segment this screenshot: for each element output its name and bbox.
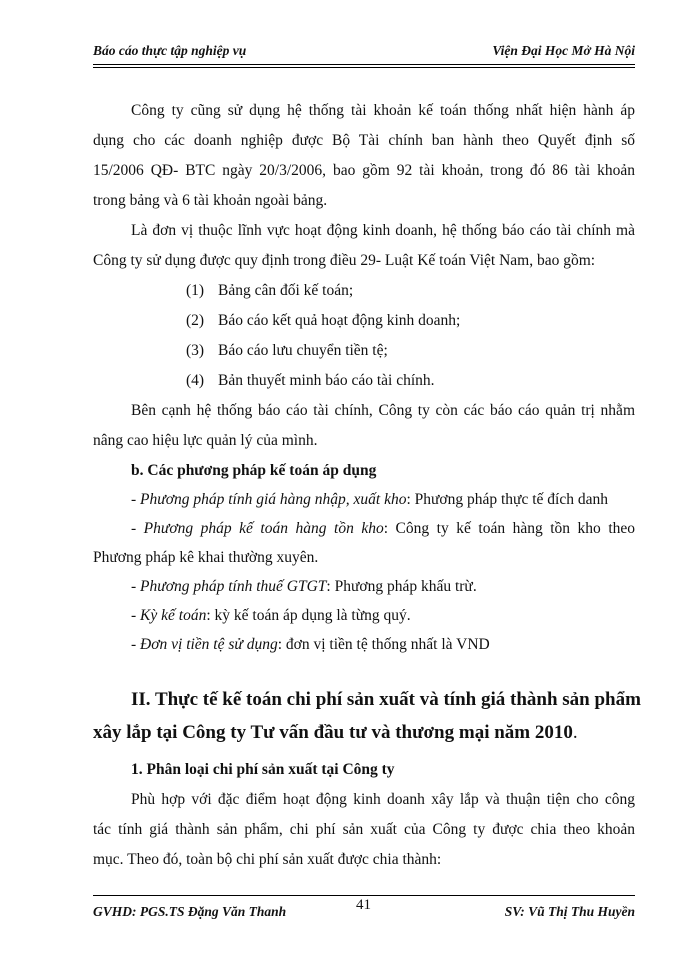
header-rule	[93, 64, 635, 65]
para3-line1: Bên cạnh hệ thống báo cáo tài chính, Công ty còn các báo cáo quản trị nhằm	[131, 402, 635, 419]
method-1-value: : Phương pháp thực tế đích danh	[406, 491, 608, 508]
method-3-value: : Phương pháp khấu trừ.	[326, 578, 477, 595]
subsection-1-title: 1. Phân loại chi phí sản xuất tại Công ty	[131, 761, 395, 778]
method-5	[131, 630, 490, 660]
list-item	[186, 276, 353, 306]
method-3	[131, 572, 477, 602]
list-item	[186, 306, 460, 336]
method-4-value: : kỳ kế toán áp dụng là từng quý.	[206, 607, 411, 624]
list-item-number: (1)	[186, 282, 205, 299]
para4-line1: Phù hợp với đặc điểm hoạt động kinh doanh xây lắp và thuận tiện cho công	[131, 791, 635, 808]
list-item	[186, 366, 435, 396]
header-rule-thin	[93, 67, 635, 68]
para4-line2: tác tính giá thành sản phẩm, chi phí sản xuất của Công ty được chia theo khoản	[93, 821, 635, 838]
list-item-text: Bản thuyết minh báo cáo tài chính.	[218, 372, 435, 389]
list-item-number: (3)	[186, 342, 205, 359]
method-1-label: - Phương pháp tính giá hàng nhập, xuất kho	[131, 491, 407, 508]
para1-line4: trong bảng và 6 tài khoản ngoài bảng.	[93, 192, 328, 209]
list-item-text: Báo cáo lưu chuyển tiền tệ;	[218, 342, 388, 359]
method-2-label: - Phương pháp kế toán hàng tồn kho	[131, 520, 384, 537]
section-ii-line2-text: xây lắp tại Công ty Tư vấn đầu tư và thương mại năm 2010	[93, 722, 573, 743]
method-2-continued: Phương pháp kê khai thường xuyên.	[93, 549, 319, 566]
method-4	[131, 601, 411, 631]
list-item	[186, 336, 388, 366]
para3-line2: nâng cao hiệu lực quản lý của mình.	[93, 432, 318, 449]
section-ii-line2	[93, 717, 578, 749]
method-2-value: : Công ty kế toán hàng tồn kho theo	[383, 520, 636, 537]
section-ii-line1: II. Thực tế kế toán chi phí sản xuất và tính giá thành sản phẩm	[131, 689, 641, 710]
header-left: Báo cáo thực tập nghiệp vụ	[93, 43, 247, 58]
method-4-label: - Kỳ kế toán	[131, 607, 207, 624]
footer-right: SV: Vũ Thị Thu Huyền	[504, 904, 635, 919]
para4-line3: mục. Theo đó, toàn bộ chi phí sản xuất được chia thành:	[93, 851, 442, 868]
para1-line2: dụng cho các doanh nghiệp được Bộ Tài chính ban hành theo Quyết định số	[93, 132, 635, 149]
header-right: Viện Đại Học Mở Hà Nội	[492, 43, 635, 58]
para2-line2: Công ty sử dụng được quy định trong điều 29- Luật Kế toán Việt Nam, bao gồm:	[93, 252, 596, 269]
para1-line1: Công ty cũng sử dụng hệ thống tài khoản kế toán thống nhất hiện hành áp	[131, 102, 635, 119]
footer-rule	[93, 895, 635, 896]
method-3-label: - Phương pháp tính thuế GTGT	[131, 578, 327, 595]
method-5-value: : đơn vị tiền tệ thống nhất là VND	[277, 636, 490, 653]
method-2	[131, 514, 635, 544]
page-number: 41	[356, 897, 371, 913]
list-item-number: (4)	[186, 372, 205, 389]
list-item-text: Báo cáo kết quả hoạt động kinh doanh;	[218, 312, 461, 329]
list-item-text: Bảng cân đối kế toán;	[218, 282, 354, 299]
para1-line3: 15/2006 QĐ- BTC ngày 20/3/2006, bao gồm 92 tài khoản, trong đó 86 tài khoản	[93, 162, 635, 179]
method-5-label: - Đơn vị tiền tệ sử dụng	[131, 636, 278, 653]
footer-left: GVHD: PGS.TS Đặng Văn Thanh	[93, 904, 287, 919]
method-1	[131, 485, 608, 515]
section-ii-line2-end: .	[572, 722, 578, 743]
para2-line1: Là đơn vị thuộc lĩnh vực hoạt động kinh doanh, hệ thống báo cáo tài chính mà	[131, 222, 635, 239]
list-item-number: (2)	[186, 312, 205, 329]
section-b-title: b. Các phương pháp kế toán áp dụng	[131, 462, 377, 479]
